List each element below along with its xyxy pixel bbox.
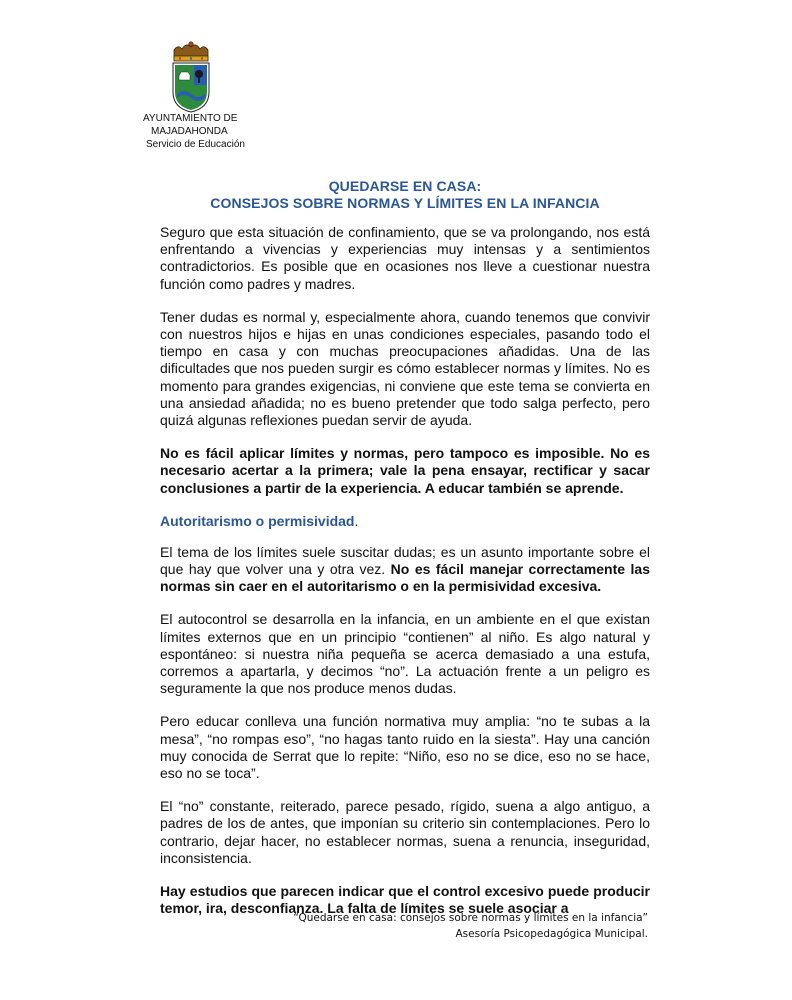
title-line2: CONSEJOS SOBRE NORMAS Y LÍMITES EN LA INFANCIA [210,195,600,211]
section-heading-autoritarismo [160,513,650,530]
section-heading-dot: . [354,512,359,529]
paragraph-4-plain: El tema de los límites suele suscitar dudas; es un asunto importante sobre el que hay que volver una y otra vez. [160,543,650,578]
title-line1: QUEDARSE EN CASA: [328,178,482,194]
paragraph-3-highlight: No es fácil aplicar límites y normas, pero tampoco es imposible. No es necesario acertar a la primera; vale la pena ensayar, rectificar y sacar conclusiones a partir de la experiencia. A educar también se aprende. [160,445,650,496]
paragraph-2: Tener dudas es normal y, especialmente ahora, cuando tenemos que convivir con nuestros hijos e hijas en unas condiciones especiales, pasando todo el tiempo en casa y con muchas preocupaciones añadidas. Una de las dificultades que nos pueden surgir es cómo establecer normas y límites. No es momento para grandes exigencias, ni conviene que este tema se convierta en una ansiedad añadida; no es bueno pretender que todo salga perfecto, pero quizá algunas reflexiones puedan servir de ayuda. [160,308,650,429]
org-department: Servicio de Educación [146,139,245,150]
org-name-line2: MAJADAHONDA [151,126,228,137]
shield-icon [173,63,209,112]
paragraph-6: Pero educar conlleva una función normativa muy amplia: “no te subas a la mesa”, “no rompas eso”, “no hagas tanto ruido en la siesta”. Hay una canción muy conocida de Serrat que lo repite: “Niño, eso no se dice, eso no se hace, eso no se toca”. [160,713,650,782]
paragraph-8-highlight: Hay estudios que parecen indicar que el control excesivo puede producir temor, ira, desconfianza. La falta de límites se suele asociar a [160,883,650,917]
org-name-line1: AYUNTAMIENTO DE [143,113,238,124]
page-footer [293,910,648,942]
paragraph-4-bold: No es fácil manejar correctamente las normas sin caer en el autoritarismo o en la permisividad excesiva. [160,561,650,595]
coat-of-arms-icon [168,40,214,114]
paragraph-4 [160,544,650,596]
paragraph-7: El “no” constante, reiterado, parece pesado, rígido, suena a algo antiguo, a padres de los de antes, que imponían su criterio sin contemplaciones. Pero lo contrario, dejar hacer, no establecer normas, suena a renuncia, inseguridad, inconsistencia. [160,798,650,866]
paragraph-5: El autocontrol se desarrolla en la infancia, en un ambiente en el que existan límites externos que en un principio “contienen” al niño. Es algo natural y espontáneo: si nuestra niña pequeña se acerca demasiado a una estufa, corremos a apartarla, y decimos “no”. La actuación frente a un peligro es seguramente la que nos produce menos dudas. [160,611,650,697]
paragraph-1: Seguro que esta situación de confinamiento, que se va prolongando, nos está enfrentando a vivencias y experiencias muy intensas y a sentimientos contradictorios. Es posible que en ocasiones nos lleve a cuestionar nuestra función como padres y madres. [160,224,650,292]
document-title [160,178,650,212]
footer-document-title: “Quedarse en casa: consejos sobre normas y límites en la infancia” [293,912,648,924]
crown-icon [174,42,208,61]
footer-author: Asesoría Psicopedagógica Municipal. [455,928,648,940]
organization-block [140,112,270,151]
document-body [160,224,650,934]
section-heading-text: Autoritarismo o permisividad [160,512,355,529]
